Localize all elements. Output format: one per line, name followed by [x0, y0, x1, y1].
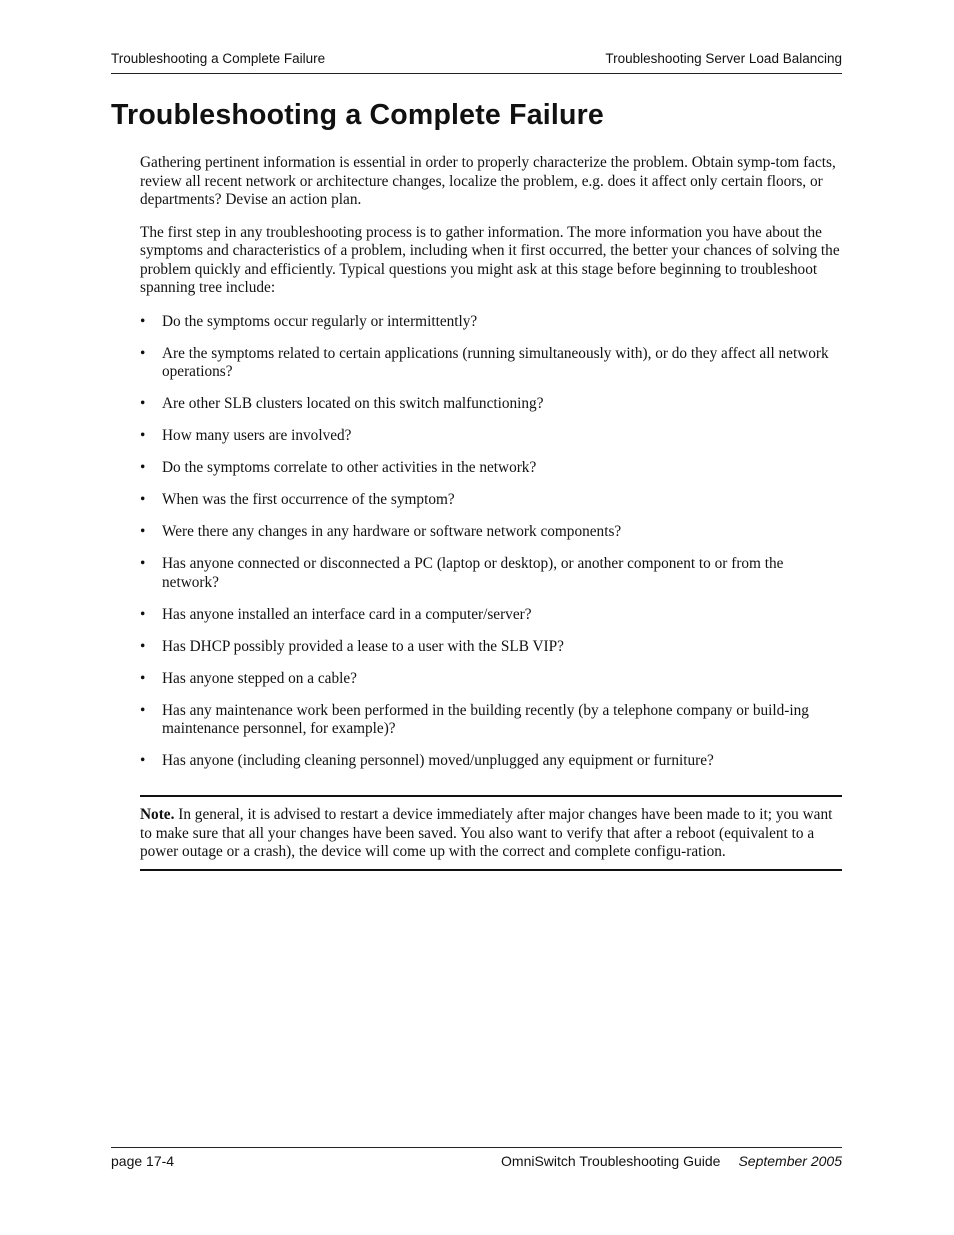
list-item [140, 459, 842, 478]
question-list [140, 313, 842, 771]
bullet-icon: • [140, 605, 146, 623]
bullet-icon: • [140, 523, 146, 540]
list-item [140, 491, 842, 510]
list-item-text: How many users are involved? [162, 427, 352, 444]
running-header [111, 51, 842, 74]
list-item [140, 395, 842, 414]
note-text: In general, it is advised to restart a device immediately after major changes have been made to it; you want to make sure that all your changes have been saved. You also want to verify that after a reboot (equivalent to a power outage or a crash), the device will come up with the correct and complete configu-ration. [140, 806, 833, 860]
list-item [140, 427, 842, 446]
list-item-text: When was the first occurrence of the symptom? [162, 491, 455, 508]
bullet-icon: • [140, 395, 146, 412]
bullet-icon: • [140, 312, 146, 330]
list-item-text: Has anyone stepped on a cable? [162, 669, 357, 687]
bullet-icon: • [140, 555, 146, 572]
list-item-text: Has anyone (including cleaning personnel) moved/unplugged any equipment or furniture? [162, 752, 714, 769]
list-item [140, 752, 842, 771]
bullet-icon: • [140, 344, 146, 362]
list-item-text: Has anyone installed an interface card in a computer/server? [162, 605, 532, 623]
body-text [140, 154, 842, 784]
list-item [140, 670, 842, 689]
list-item-text: Do the symptoms correlate to other activities in the network? [162, 459, 537, 476]
list-item-text: Has DHCP possibly provided a lease to a user with the SLB VIP? [162, 637, 564, 655]
note-label: Note. [140, 806, 175, 823]
footer-publication [501, 1153, 842, 1169]
list-item-text: Has anyone connected or disconnected a PC (laptop or desktop), or another component to or from the network? [162, 555, 784, 591]
publication-date: September 2005 [738, 1153, 842, 1169]
list-item-text: Do the symptoms occur regularly or intermittently? [162, 312, 478, 330]
bullet-icon: • [140, 459, 146, 476]
bullet-icon: • [140, 491, 146, 508]
bullet-icon: • [140, 752, 146, 769]
list-item [140, 555, 842, 592]
bullet-icon: • [140, 637, 146, 655]
intro-paragraph: Gathering pertinent information is essential in order to properly characterize the problem. Obtain symp-tom facts, review all recent network or architecture changes, localize the problem, e.g. does it affect only certain floors, or departments? Devise an action plan. [140, 154, 836, 208]
list-item-text: Are other SLB clusters located on this switch malfunctioning? [162, 395, 544, 412]
page-footer [111, 1147, 842, 1169]
list-item-text: Are the symptoms related to certain applications (running simultaneously with), or do they affect all network operations? [162, 344, 829, 380]
bullet-icon: • [140, 427, 146, 444]
guide-title: OmniSwitch Troubleshooting Guide [501, 1153, 721, 1169]
list-item [140, 702, 842, 739]
list-item [140, 345, 842, 382]
list-item [140, 313, 842, 332]
header-chapter-title: Troubleshooting Server Load Balancing [605, 51, 842, 66]
list-item [140, 606, 842, 625]
page-title: Troubleshooting a Complete Failure [111, 99, 604, 131]
list-item [140, 638, 842, 657]
list-item [140, 523, 842, 542]
bullet-icon: • [140, 701, 146, 719]
bullet-icon: • [140, 669, 146, 687]
list-item-text: Were there any changes in any hardware or software network components? [162, 523, 622, 540]
page-number: page 17-4 [111, 1153, 175, 1169]
list-item-text: Has any maintenance work been performed in the building recently (by a telephone company or build-ing maintenance personnel, for example)? [162, 701, 809, 737]
header-section-title: Troubleshooting a Complete Failure [111, 51, 326, 66]
first-step-paragraph: The first step in any troubleshooting process is to gather information. The more information you have about the symptoms and characteristics of a problem, including when it first occurred, the better your chances of solving the problem quickly and efficiently. Typical questions you might ask at this stage before beginning to troubleshoot spanning tree include: [140, 223, 840, 296]
note-box [140, 795, 842, 871]
